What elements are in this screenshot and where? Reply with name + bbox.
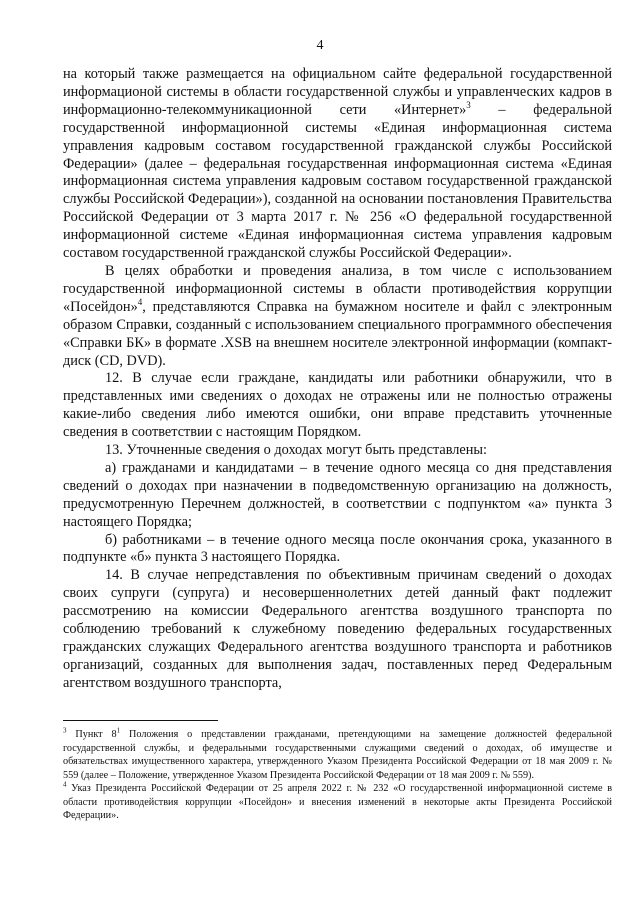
paragraph (63, 567, 612, 692)
text-run: – федеральной государственной информационной системы «Единая информационная система управления кадровым составом государственной гражданской службы Российской Федерации» (далее – федеральная государственная информационная система «Единая информационная система управления кадровым составом государственной гражданской службы Российской Федерации»), созданной на основании постановления Правительства Российской Федерации от 3 марта 2017 г. № 256 «О федеральной государственной информационной системе «Единая информационная система управления кадровым составом государственной гражданской службы Российской Федерации». (63, 101, 612, 262)
body-text (63, 66, 612, 693)
text-run: Положения о представлении гражданами, претендующими на замещение должностей федеральной государственной службы, и федеральными государственными служащими сведений о доходах, об имуществе и обязательствах имущественного характера, утвержденного Указом Президента Российской Федерации от 18 мая 2009 г. № 559 (далее – Положение, утвержденное Указом Президента Российской Федерации от 18 мая 2009 г. № 559). (63, 729, 612, 781)
text-run: Указ Президента Российской Федерации от 25 апреля 2022 г. № 232 «О государственной информационной системе в области противодействия коррупции «Посейдон» и внесения изменений в некоторые акты Президента Российской Федерации». (63, 783, 612, 821)
page-number: 4 (316, 38, 324, 53)
footnote-ref: 4 (63, 780, 67, 789)
text-run: , представляются Справка на бумажном носителе и файл с электронным образом Справки, созданный с использованием специального программного обеспечения «Справки БК» в формате .XSB на внешнем носителе электронной информации (компакт-диск (CD, DVD). (63, 298, 612, 369)
footnotes (63, 728, 612, 823)
paragraph (63, 263, 612, 370)
footnote (63, 782, 612, 823)
footnote-ref: 3 (466, 100, 471, 111)
paragraph (63, 460, 612, 532)
paragraph (63, 370, 612, 442)
text-run: 14. В случае непредставления по объективным причинам сведений о доходах своих супруги (супруга) и несовершеннолетних детей данный факт подлежит рассмотрению на комиссии Федерального агентства воздушного транспорта по соблюдению требований к служебному поведению федеральных государственных гражданских служащих Федерального агентства воздушного транспорта и работников организаций, созданных для выполнения задач, поставленных перед Федеральным агентством воздушного транспорта, (63, 567, 612, 691)
footnote-separator (63, 720, 218, 721)
text-run: 12. В случае если граждане, кандидаты или работники обнаружили, что в представленных ими сведениях о доходах не отражены или не полностью отражены какие-либо сведения либо имеются ошибки, они вправе представить уточненные сведения в соответствии с настоящим Порядком. (63, 370, 612, 441)
text-run: 13. Уточненные сведения о доходах могут быть представлены: (105, 442, 488, 459)
text-run: б) работниками – в течение одного месяца после окончания срока, указанного в подпункте «б» пункта 3 настоящего Порядка. (63, 531, 612, 566)
footnote (63, 728, 612, 782)
paragraph (63, 532, 612, 568)
text-run: на который также размещается на официальном сайте федеральной государственной информационой системы в области государственной службы и управленческих кадров в информационно-телекоммуникационной сети «Интернет» (63, 66, 612, 118)
text-run: В целях обработки и проведения анализа, в том числе с использованием государственной информационной системы в области противодействия коррупции «Посейдон» (63, 262, 612, 315)
footnote-ref: 1 (116, 726, 121, 735)
paragraph (63, 442, 612, 460)
footnote-ref: 4 (137, 297, 143, 308)
text-run: Пункт 8 (66, 729, 117, 740)
paragraph (63, 66, 612, 263)
footnote-ref: 3 (63, 726, 67, 735)
text-run: а) гражданами и кандидатами – в течение одного месяца со дня представления сведений о доходах при назначении в подведомственную организацию на должность, предусмотренную Перечнем должностей, в соответствии с подпунктом «а» пункта 3 настоящего Порядка; (63, 459, 612, 530)
